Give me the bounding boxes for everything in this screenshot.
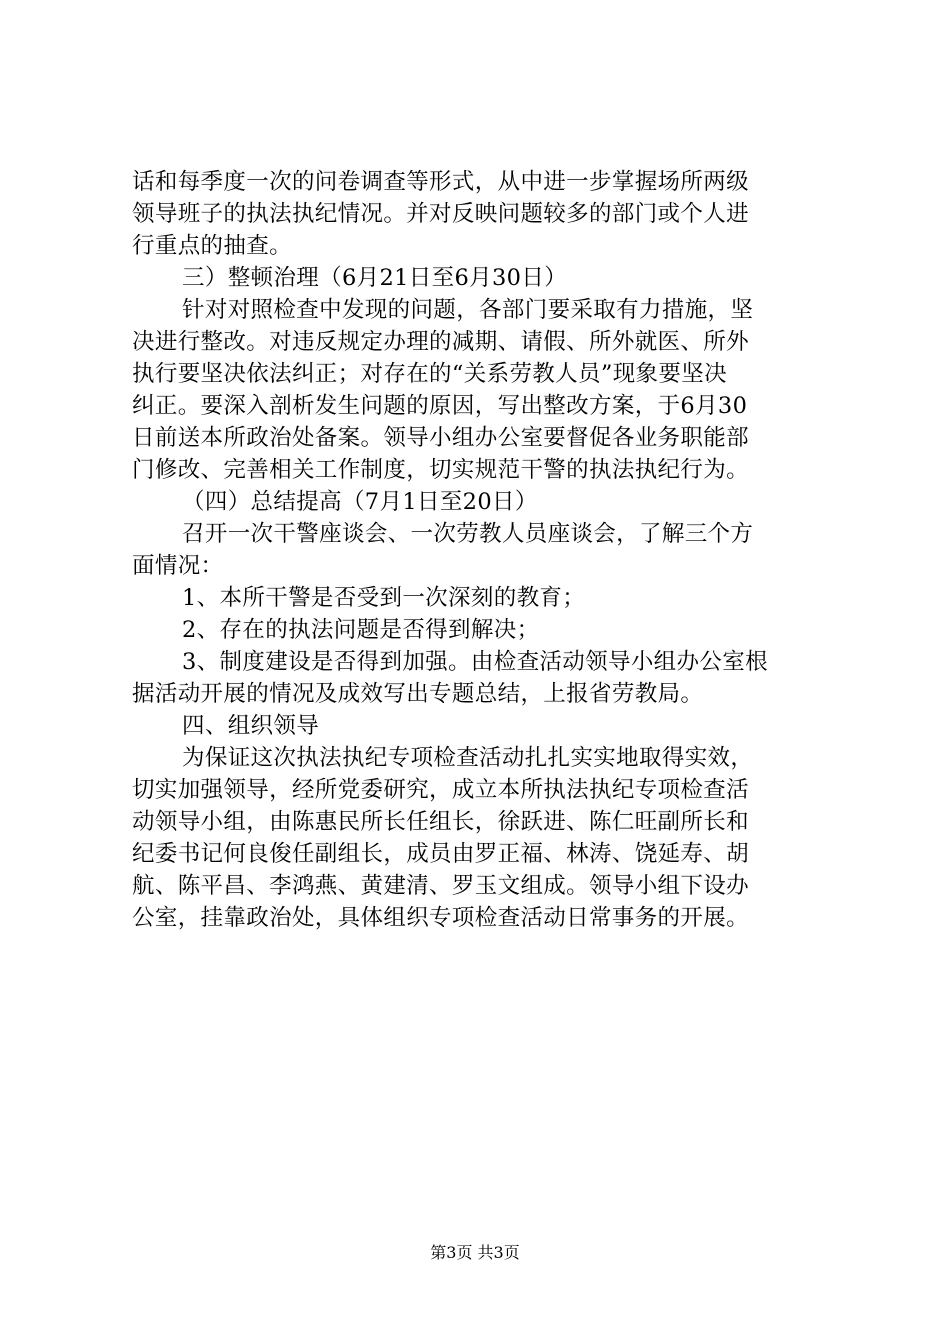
text-line: 动领导小组，由陈惠民所长任组长，徐跃进、陈仁旺副所长和 xyxy=(132,809,749,835)
text-line: （四）总结提高（7月1日至20日） xyxy=(182,489,538,515)
text-line: 2、存在的执法问题是否得到解决； xyxy=(182,617,540,643)
text-line: 针对对照检查中发现的问题，各部门要采取有力措施，坚 xyxy=(182,297,754,323)
page-footer: 第3页 共3页 xyxy=(430,1243,520,1262)
text-line: 行重点的抽查。 xyxy=(132,233,292,259)
text-line: 纪委书记何良俊任副组长，成员由罗正福、林涛、饶延寿、胡 xyxy=(132,841,749,867)
text-line: 召开一次干警座谈会、一次劳教人员座谈会，了解三个方 xyxy=(182,521,754,547)
text-line: 航、陈平昌、李鸿燕、黄建清、罗玉文组成。领导小组下设办 xyxy=(132,873,749,899)
text-line: 3、制度建设是否得到加强。由检查活动领导小组办公室根 xyxy=(182,649,768,675)
text-line: 纠正。要深入剖析发生问题的原因，写出整改方案，于6月30 xyxy=(132,393,748,419)
text-line: 四、组织领导 xyxy=(182,713,320,739)
text-line: 领导班子的执法执纪情况。并对反映问题较多的部门或个人进 xyxy=(132,201,749,227)
text-line: 执行要坚决依法纠正；对存在的“关系劳教人员”现象要坚决 xyxy=(132,361,727,387)
text-line: 门修改、完善相关工作制度，切实规范干警的执法执纪行为。 xyxy=(132,457,749,483)
text-line: 面情况： xyxy=(132,553,224,579)
text-line: 日前送本所政治处备案。领导小组办公室要督促各业务职能部 xyxy=(132,425,749,451)
text-line: 话和每季度一次的问卷调查等形式，从中进一步掌握场所两级 xyxy=(132,169,749,195)
text-line: 切实加强领导，经所党委研究，成立本所执法执纪专项检查活 xyxy=(132,777,749,803)
text-line: 为保证这次执法执纪专项检查活动扎扎实实地取得实效， xyxy=(182,745,754,771)
text-line: 公室，挂靠政治处，具体组织专项检查活动日常事务的开展。 xyxy=(132,905,749,931)
document-body xyxy=(132,166,832,934)
text-line: 决进行整改。对违反规定办理的减期、请假、所外就医、所外 xyxy=(132,329,749,355)
text-line: 据活动开展的情况及成效写出专题总结，上报省劳教局。 xyxy=(132,681,704,707)
text-line: 三）整顿治理（6月21日至6月30日） xyxy=(182,265,568,291)
text-line: 1、本所干警是否受到一次深刻的教育； xyxy=(182,585,586,611)
